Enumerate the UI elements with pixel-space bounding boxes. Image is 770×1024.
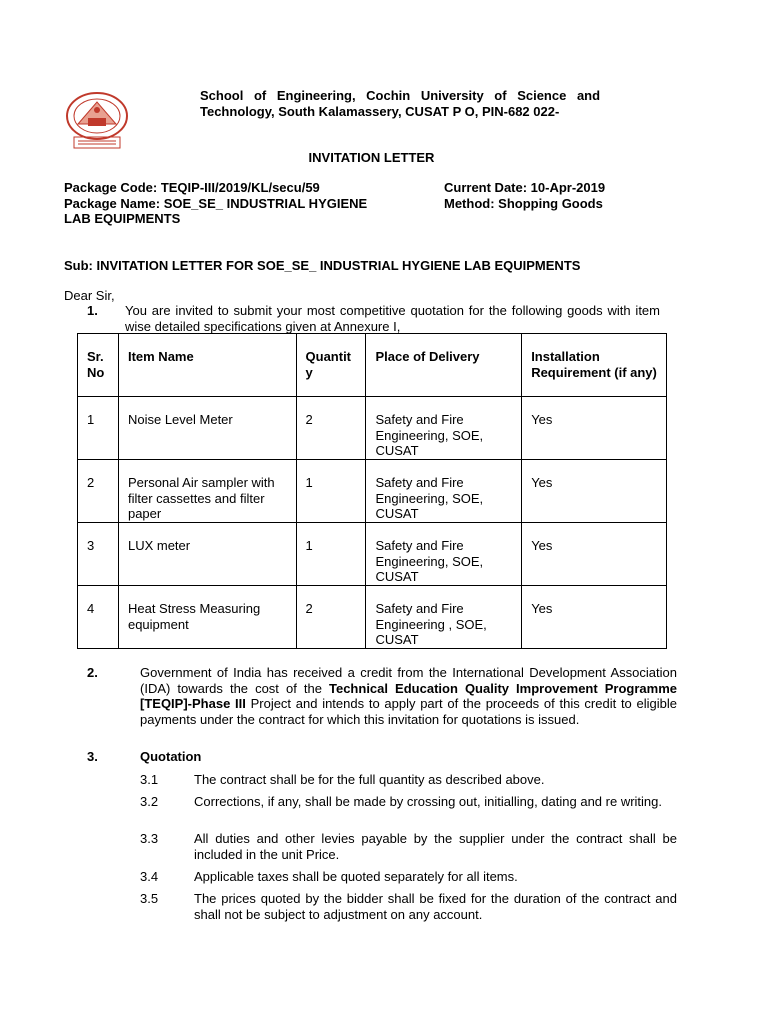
cell-installation: Yes bbox=[522, 397, 667, 460]
institution-header bbox=[200, 88, 676, 120]
para2-pre: Government of India has received a credit from the International Development Association (IDA) towards the cost of the bbox=[140, 665, 677, 696]
clause-text: Applicable taxes shall be quoted separately for all items. bbox=[194, 869, 518, 884]
clause-text: Corrections, if any, shall be made by crossing out, initialling, dating and re writing. bbox=[194, 794, 662, 809]
cell-quantity: 1 bbox=[296, 460, 366, 523]
cell-installation: Yes bbox=[522, 586, 667, 649]
header-sr-no: Sr. No bbox=[78, 334, 119, 397]
header-quantity: Quantit y bbox=[296, 334, 366, 397]
para2-number: 2. bbox=[87, 665, 98, 680]
table-row bbox=[78, 586, 667, 649]
table-header-row bbox=[78, 334, 667, 397]
package-name-cont: LAB EQUIPMENTS bbox=[64, 211, 181, 226]
cell-sr-no: 1 bbox=[78, 397, 119, 460]
table-row bbox=[78, 523, 667, 586]
para2-programme: Technical Education Quality Improvement Programme [TEQIP]-Phase III bbox=[140, 680, 677, 711]
page-title: INVITATION LETTER bbox=[308, 150, 435, 165]
cell-quantity: 2 bbox=[296, 397, 366, 460]
quotation-heading: Quotation bbox=[140, 749, 202, 764]
cell-installation: Yes bbox=[522, 523, 667, 586]
clause-number: 3.4 bbox=[140, 869, 159, 884]
date-method-info bbox=[444, 180, 605, 211]
clause-number: 3.5 bbox=[140, 891, 159, 906]
items-table bbox=[77, 333, 667, 649]
table-row bbox=[78, 397, 667, 460]
cell-sr-no: 2 bbox=[78, 460, 119, 523]
salutation: Dear Sir, bbox=[64, 288, 115, 303]
para1-text: You are invited to submit your most competitive quotation for the following goods with item wise detailed specifications given at Annexure I, bbox=[125, 303, 660, 334]
university-seal-logo bbox=[64, 90, 130, 150]
header-place-of-delivery: Place of Delivery bbox=[366, 334, 522, 397]
clause-number: 3.2 bbox=[140, 794, 159, 809]
package-info bbox=[64, 180, 367, 227]
package-name: Package Name: SOE_SE_ INDUSTRIAL HYGIENE bbox=[64, 195, 368, 211]
cell-sr-no: 3 bbox=[78, 523, 119, 586]
method: Method: Shopping Goods bbox=[444, 195, 603, 211]
cell-item-name: LUX meter bbox=[118, 523, 296, 586]
para2-text bbox=[140, 665, 677, 727]
clause-text: The contract shall be for the full quantity as described above. bbox=[194, 772, 545, 787]
cell-quantity: 2 bbox=[296, 586, 366, 649]
para3-number: 3. bbox=[87, 749, 98, 764]
clause-text: The prices quoted by the bidder shall be fixed for the duration of the contract and shall not be subject to adjustment on any account. bbox=[194, 891, 677, 922]
table-row bbox=[78, 460, 667, 523]
cell-place: Safety and Fire Engineering, SOE, CUSAT bbox=[366, 397, 522, 460]
header-item-name: Item Name bbox=[118, 334, 296, 397]
header-installation: Installation Requirement (if any) bbox=[522, 334, 667, 397]
subject-line: Sub: INVITATION LETTER FOR SOE_SE_ INDUSTRIAL HYGIENE LAB EQUIPMENTS bbox=[64, 258, 581, 273]
para2-post: Project and intends to apply part of the proceeds of this credit to eligible payments under the contract for which this invitation for quotations is issued. bbox=[140, 696, 677, 727]
cell-sr-no: 4 bbox=[78, 586, 119, 649]
cell-quantity: 1 bbox=[296, 523, 366, 586]
clause-number: 3.3 bbox=[140, 831, 159, 846]
cell-place: Safety and Fire Engineering , SOE, CUSAT bbox=[366, 586, 522, 649]
cell-place: Safety and Fire Engineering, SOE, CUSAT bbox=[366, 460, 522, 523]
header-line1: School of Engineering, Cochin University of Science and bbox=[200, 88, 601, 103]
header-line2: Technology, South Kalamassery, CUSAT P O, PIN-682 022- bbox=[200, 104, 560, 119]
cell-place: Safety and Fire Engineering, SOE, CUSAT bbox=[366, 523, 522, 586]
cell-item-name: Heat Stress Measuring equipment bbox=[118, 586, 296, 649]
cell-installation: Yes bbox=[522, 460, 667, 523]
package-code: Package Code: TEQIP-III/2019/KL/secu/59 bbox=[64, 180, 320, 195]
current-date: Current Date: 10-Apr-2019 bbox=[444, 180, 606, 195]
clause-text: All duties and other levies payable by the supplier under the contract shall be included in the unit Price. bbox=[194, 831, 677, 862]
cell-item-name: Noise Level Meter bbox=[118, 397, 296, 460]
cell-item-name: Personal Air sampler with filter cassettes and filter paper bbox=[118, 460, 296, 523]
para1-number: 1. bbox=[87, 303, 98, 318]
clause-number: 3.1 bbox=[140, 772, 159, 787]
